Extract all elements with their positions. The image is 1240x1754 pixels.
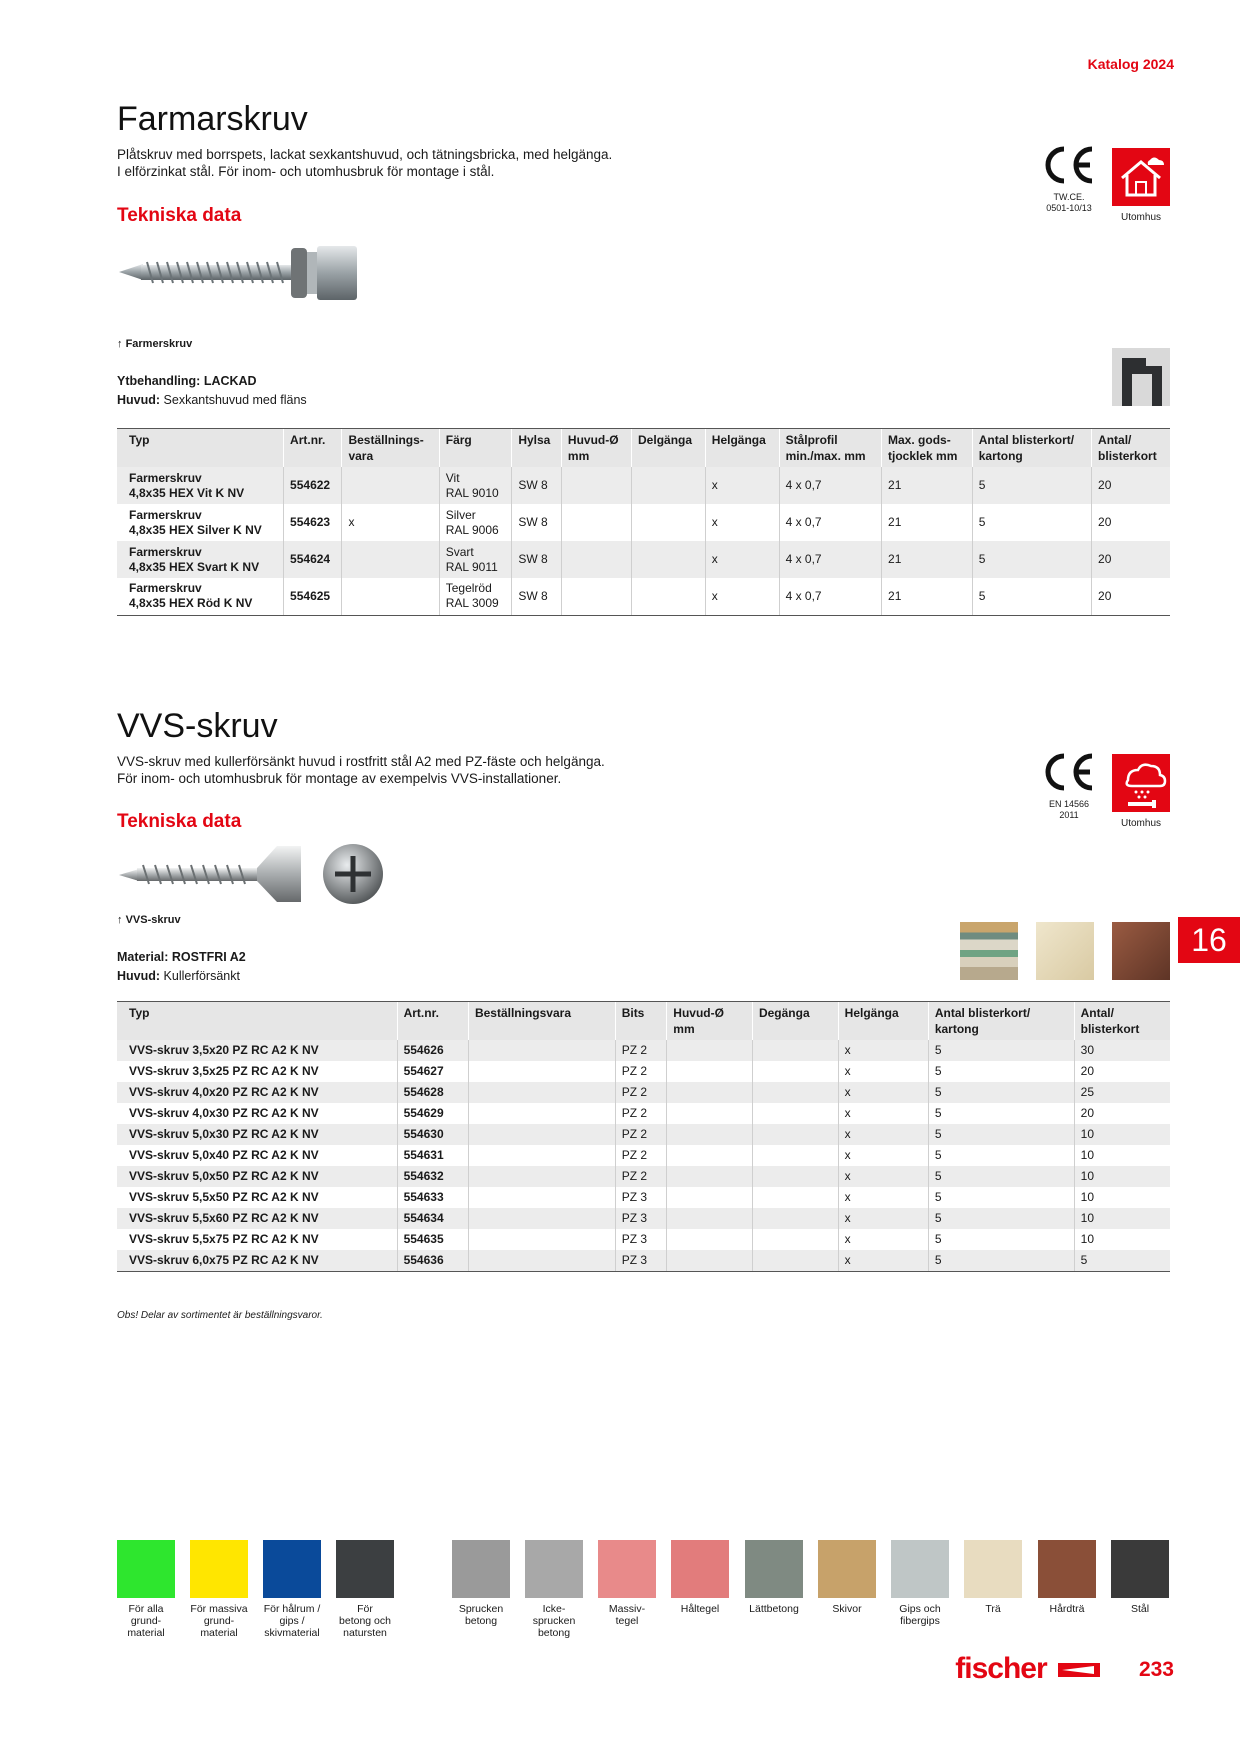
table-cell-hylsa: SW 8 <box>512 541 562 578</box>
table-cell-huvud <box>667 1166 753 1187</box>
table-cell-hylsa: SW 8 <box>512 467 562 504</box>
table-cell-typ: VVS-skruv 4,0x30 PZ RC A2 K NV <box>129 1106 319 1120</box>
legend-item <box>810 1540 884 1615</box>
table-cell-best <box>468 1082 615 1103</box>
table-row <box>117 1061 1170 1082</box>
legend-item <box>883 1540 957 1627</box>
legend-swatch <box>190 1540 248 1598</box>
tekniska-data-heading: Tekniska data <box>117 811 242 832</box>
table-cell-typ: Farmerskruv 4,8x35 HEX Svart K NV <box>117 541 284 578</box>
legend-label: Skivor <box>832 1603 862 1615</box>
legend-item <box>444 1540 518 1627</box>
section-description: Plåtskruv med borrspets, lackat sexkantshuvud, och tätningsbricka, med helgänga. I elförzinkat stål. För inom- och utomhusbruk för montage i stål. <box>117 147 613 179</box>
table-cell-art: 554634 <box>397 1208 468 1229</box>
table-cell-bits: PZ 2 <box>615 1040 667 1061</box>
ce-code: EN 14566 2011 <box>1048 799 1090 820</box>
table-cell-gods: 21 <box>882 578 973 615</box>
outdoor-badge <box>1112 148 1170 223</box>
table-cell-antal_b: 10 <box>1074 1229 1170 1250</box>
table-cell-huvud <box>667 1103 753 1124</box>
column-header: Delgänga <box>632 429 706 468</box>
table-cell-bits: PZ 2 <box>615 1103 667 1124</box>
table-row <box>117 1145 1170 1166</box>
table-cell-typ: VVS-skruv 5,5x75 PZ RC A2 K NV <box>129 1232 319 1246</box>
table-cell-antal_b: 20 <box>1092 504 1170 541</box>
table-cell-del <box>752 1208 838 1229</box>
table-cell-hel: x <box>705 578 779 615</box>
table-cell-huvud <box>561 504 631 541</box>
table-cell-del <box>752 1082 838 1103</box>
table-cell-antal_b: 25 <box>1074 1082 1170 1103</box>
table-cell-hylsa: SW 8 <box>512 578 562 615</box>
table-cell-art: 554631 <box>397 1145 468 1166</box>
legend-label: För alla grund- material <box>127 1603 165 1639</box>
table-cell-del <box>752 1250 838 1271</box>
column-header: Antal/ blisterkort <box>1074 1002 1170 1041</box>
table-cell-typ: VVS-skruv 3,5x25 PZ RC A2 K NV <box>129 1064 319 1078</box>
table-cell-antal_k: 5 <box>928 1166 1074 1187</box>
table-cell-del <box>632 541 706 578</box>
table-cell-antal_k: 5 <box>928 1145 1074 1166</box>
table-row <box>117 1250 1170 1271</box>
legend-label: Hårdträ <box>1049 1603 1085 1615</box>
legend-item <box>956 1540 1030 1615</box>
legend-item <box>1030 1540 1104 1615</box>
table-cell-del <box>632 578 706 615</box>
vvs-skruv-table <box>117 1001 1170 1272</box>
table-cell-bits: PZ 3 <box>615 1187 667 1208</box>
column-header: Huvud-Ø mm <box>667 1002 753 1041</box>
legend-item <box>255 1540 329 1639</box>
table-cell-best <box>468 1103 615 1124</box>
arrow-up-icon: ↑ <box>117 914 126 926</box>
table-cell-del <box>752 1187 838 1208</box>
section-description: VVS-skruv med kullerförsänkt huvud i rostfritt stål A2 med PZ-fäste och helgänga. För inom- och utomhusbruk för montage av exempelvis VVS-installationer. <box>117 754 605 786</box>
column-header: Antal blisterkort/ kartong <box>972 429 1091 468</box>
table-cell-typ: VVS-skruv 6,0x75 PZ RC A2 K NV <box>117 1250 397 1271</box>
table-cell-gods: 21 <box>882 467 973 504</box>
table-cell-huvud <box>667 1061 753 1082</box>
page-number: 233 <box>1138 1658 1174 1681</box>
table-cell-farg: Silver RAL 9006 <box>439 504 512 541</box>
table-cell-typ: Farmerskruv 4,8x35 HEX Röd K NV <box>117 578 284 615</box>
table-cell-del <box>632 467 706 504</box>
table-cell-huvud <box>667 1229 753 1250</box>
ce-code: TW.CE. 0501-10/13 <box>1046 192 1092 213</box>
table-cell-del <box>752 1103 838 1124</box>
table-cell-hel: x <box>705 467 779 504</box>
column-header: Antal/ blisterkort <box>1092 429 1170 468</box>
table-cell-typ: VVS-skruv 5,0x40 PZ RC A2 K NV <box>129 1148 319 1162</box>
table-cell-antal_b: 10 <box>1074 1124 1170 1145</box>
table-cell-antal_k: 5 <box>928 1187 1074 1208</box>
table-cell-huvud <box>561 541 631 578</box>
table-cell-antal_b: 5 <box>1074 1250 1170 1271</box>
legend-swatch <box>964 1540 1022 1598</box>
table-cell-hel: x <box>838 1250 928 1271</box>
table-cell-typ: VVS-skruv 5,5x60 PZ RC A2 K NV <box>117 1208 397 1229</box>
table-row <box>117 1166 1170 1187</box>
table-cell-typ: VVS-skruv 5,0x50 PZ RC A2 K NV <box>117 1166 397 1187</box>
legend-swatch <box>336 1540 394 1598</box>
column-header: Huvud-Ø mm <box>561 429 631 468</box>
table-cell-huvud <box>561 467 631 504</box>
table-cell-typ: VVS-skruv 4,0x20 PZ RC A2 K NV <box>117 1082 397 1103</box>
farmarskruv-caption: ↑ Farmerskruv <box>117 338 193 350</box>
table-cell-del <box>752 1145 838 1166</box>
table-cell-best <box>468 1061 615 1082</box>
table-cell-typ: VVS-skruv 3,5x20 PZ RC A2 K NV <box>117 1040 397 1061</box>
column-header: Färg <box>439 429 512 468</box>
farmarskruv-table <box>117 428 1170 616</box>
table-row <box>117 1082 1170 1103</box>
legend-item <box>517 1540 591 1639</box>
table-cell-antal_k: 5 <box>928 1124 1074 1145</box>
legend-item <box>663 1540 737 1615</box>
table-cell-antal_b: 20 <box>1092 578 1170 615</box>
table-cell-art: 554636 <box>397 1250 468 1271</box>
legend-label: Stål <box>1130 1603 1150 1615</box>
table-cell-hel: x <box>838 1208 928 1229</box>
table-cell-huvud <box>667 1187 753 1208</box>
catalog-label: Katalog 2024 <box>1087 56 1174 72</box>
steel-material-thumbnail <box>1112 348 1170 406</box>
table-cell-hel: x <box>838 1145 928 1166</box>
table-cell-antal_b: 10 <box>1074 1145 1170 1166</box>
table-cell-huvud <box>667 1040 753 1061</box>
table-cell-art: 554633 <box>397 1187 468 1208</box>
table-cell-art: 554623 <box>284 504 342 541</box>
column-header: Helgänga <box>838 1002 928 1041</box>
table-cell-antal_k: 5 <box>928 1082 1074 1103</box>
table-cell-best <box>342 467 439 504</box>
legend-label: Trä <box>985 1603 1001 1615</box>
tekniska-data-heading: Tekniska data <box>117 205 242 226</box>
table-cell-antal_k: 5 <box>928 1061 1074 1082</box>
table-cell-hel: x <box>838 1229 928 1250</box>
table-cell-del <box>752 1124 838 1145</box>
fischer-logo-mark <box>1058 1661 1100 1679</box>
table-cell-antal_b: 20 <box>1074 1103 1170 1124</box>
table-cell-best <box>468 1145 615 1166</box>
outdoor-rain-screw-icon <box>1112 754 1170 812</box>
table-cell-hel: x <box>838 1082 928 1103</box>
legend-item <box>737 1540 811 1615</box>
table-cell-antal_b: 20 <box>1092 541 1170 578</box>
ce-icon <box>1040 143 1098 187</box>
table-row <box>117 578 1170 615</box>
table-cell-best: x <box>342 504 439 541</box>
legend-item <box>109 1540 183 1639</box>
table-cell-antal_b: 20 <box>1074 1061 1170 1082</box>
column-header: Helgänga <box>705 429 779 468</box>
column-header: Typ <box>117 1002 397 1041</box>
table-cell-antal_b: 10 <box>1074 1166 1170 1187</box>
legend-item <box>590 1540 664 1627</box>
vvs-skruv-meta: Material: ROSTFRI A2 Huvud: Kullerförsänkt <box>117 950 246 983</box>
table-cell-typ: VVS-skruv 5,5x50 PZ RC A2 K NV <box>129 1190 319 1204</box>
table-cell-hel: x <box>838 1040 928 1061</box>
table-cell-hel: x <box>838 1166 928 1187</box>
ce-mark <box>1040 143 1098 214</box>
legend-label: Gips och fibergips <box>899 1603 941 1627</box>
table-cell-huvud <box>667 1208 753 1229</box>
legend-item <box>182 1540 256 1639</box>
table-cell-stal: 4 x 0,7 <box>779 504 881 541</box>
table-cell-art: 554635 <box>397 1229 468 1250</box>
legend-label: Massiv- tegel <box>608 1603 646 1627</box>
column-header: Antal blisterkort/ kartong <box>928 1002 1074 1041</box>
table-row <box>117 1040 1170 1061</box>
table-cell-antal_b: 30 <box>1074 1040 1170 1061</box>
legend-label: Håltegel <box>680 1603 720 1615</box>
table-cell-art: 554630 <box>397 1124 468 1145</box>
column-header: Degänga <box>752 1002 838 1041</box>
table-cell-antal_b: 10 <box>1074 1208 1170 1229</box>
table-cell-hel: x <box>838 1103 928 1124</box>
table-cell-del <box>752 1229 838 1250</box>
table-cell-antal_k: 5 <box>972 504 1091 541</box>
table-cell-hylsa: SW 8 <box>512 504 562 541</box>
table-row <box>117 1124 1170 1145</box>
legend-item <box>1103 1540 1177 1615</box>
column-header: Typ <box>117 429 284 468</box>
legend-label: Sprucken betong <box>458 1603 504 1627</box>
table-cell-best <box>468 1166 615 1187</box>
table-cell-gods: 21 <box>882 541 973 578</box>
table-cell-hel: x <box>838 1124 928 1145</box>
table-cell-hel: x <box>705 504 779 541</box>
table-cell-hel: x <box>838 1061 928 1082</box>
table-cell-best <box>468 1040 615 1061</box>
table-cell-art: 554627 <box>397 1061 468 1082</box>
legend-swatch <box>598 1540 656 1598</box>
table-cell-art: 554628 <box>397 1082 468 1103</box>
table-cell-best <box>468 1208 615 1229</box>
table-cell-antal_k: 5 <box>928 1103 1074 1124</box>
wood-material-thumbnail <box>1036 922 1094 980</box>
table-cell-antal_k: 5 <box>928 1040 1074 1061</box>
column-header: Art.nr. <box>284 429 342 468</box>
section-title-vvs-skruv: VVS-skruv <box>117 707 278 745</box>
table-cell-art: 554622 <box>284 467 342 504</box>
boards-material-thumbnail <box>960 922 1018 980</box>
table-row <box>117 541 1170 578</box>
table-row <box>117 1208 1170 1229</box>
farmarskruv-meta: Ytbehandling: LACKAD Huvud: Sexkantshuvud med fläns <box>117 374 307 407</box>
order-note: Obs! Delar av sortimentet är beställningsvaror. <box>117 1310 323 1321</box>
table-row <box>117 1103 1170 1124</box>
table-cell-hel: x <box>705 541 779 578</box>
table-cell-bits: PZ 2 <box>615 1082 667 1103</box>
table-cell-typ: Farmerskruv 4,8x35 HEX Vit K NV <box>117 467 284 504</box>
table-cell-del <box>752 1061 838 1082</box>
table-cell-antal_k: 5 <box>972 578 1091 615</box>
column-header: Hylsa <box>512 429 562 468</box>
ce-icon <box>1040 750 1098 794</box>
table-cell-typ: VVS-skruv 5,0x30 PZ RC A2 K NV <box>117 1124 397 1145</box>
table-cell-huvud <box>667 1145 753 1166</box>
table-row <box>117 1229 1170 1250</box>
table-cell-del <box>752 1040 838 1061</box>
table-cell-bits: PZ 2 <box>615 1061 667 1082</box>
table-cell-best <box>468 1124 615 1145</box>
fischer-logo: fischer <box>955 1652 1100 1686</box>
table-cell-best <box>342 541 439 578</box>
table-row <box>117 467 1170 504</box>
table-cell-stal: 4 x 0,7 <box>779 578 881 615</box>
table-cell-antal_k: 5 <box>928 1229 1074 1250</box>
table-cell-best <box>468 1229 615 1250</box>
table-cell-gods: 21 <box>882 504 973 541</box>
legend-swatch <box>1111 1540 1169 1598</box>
legend-label: Lättbetong <box>749 1603 799 1615</box>
table-cell-antal_k: 5 <box>972 541 1091 578</box>
vvs-skruv-product-image <box>117 840 387 906</box>
table-cell-best <box>468 1187 615 1208</box>
column-header: Stålprofil min./max. mm <box>779 429 881 468</box>
vvs-skruv-caption: ↑ VVS-skruv <box>117 914 181 926</box>
column-header: Beställnings- vara <box>342 429 439 468</box>
table-cell-typ: Farmerskruv 4,8x35 HEX Silver K NV <box>129 507 262 537</box>
table-cell-del <box>632 504 706 541</box>
legend-swatch <box>671 1540 729 1598</box>
table-cell-bits: PZ 2 <box>615 1124 667 1145</box>
legend-swatch <box>452 1540 510 1598</box>
table-cell-huvud <box>667 1250 753 1271</box>
table-cell-bits: PZ 2 <box>615 1166 667 1187</box>
legend-swatch <box>745 1540 803 1598</box>
outdoor-badge <box>1112 754 1170 829</box>
arrow-up-icon: ↑ <box>117 338 126 350</box>
outdoor-house-icon <box>1112 148 1170 206</box>
table-cell-art: 554626 <box>397 1040 468 1061</box>
table-cell-hel: x <box>838 1187 928 1208</box>
table-cell-antal_k: 5 <box>928 1250 1074 1271</box>
table-cell-best <box>342 578 439 615</box>
legend-label: För betong och natursten <box>339 1603 391 1639</box>
column-header: Max. gods- tjocklek mm <box>882 429 973 468</box>
column-header: Bits <box>615 1002 667 1041</box>
table-cell-antal_k: 5 <box>928 1208 1074 1229</box>
table-row <box>117 504 1170 541</box>
table-cell-farg: Tegelröd RAL 3009 <box>439 578 512 615</box>
table-cell-farg: Vit RAL 9010 <box>439 467 512 504</box>
legend-swatch <box>117 1540 175 1598</box>
table-cell-del <box>752 1166 838 1187</box>
table-cell-antal_b: 10 <box>1074 1187 1170 1208</box>
table-cell-bits: PZ 3 <box>615 1250 667 1271</box>
table-cell-best <box>468 1250 615 1271</box>
legend-label: För hålrum / gips / skivmaterial <box>263 1603 321 1639</box>
column-header: Art.nr. <box>397 1002 468 1041</box>
legend-swatch <box>891 1540 949 1598</box>
legend-label: Icke- sprucken betong <box>532 1603 576 1639</box>
table-cell-antal_k: 5 <box>972 467 1091 504</box>
legend-item <box>328 1540 402 1639</box>
table-cell-bits: PZ 3 <box>615 1229 667 1250</box>
table-cell-huvud <box>561 578 631 615</box>
legend-swatch <box>818 1540 876 1598</box>
table-cell-art: 554629 <box>397 1103 468 1124</box>
table-cell-bits: PZ 2 <box>615 1145 667 1166</box>
material-legend <box>0 1540 1240 1640</box>
legend-swatch <box>1038 1540 1096 1598</box>
legend-swatch <box>263 1540 321 1598</box>
table-cell-art: 554624 <box>284 541 342 578</box>
outdoor-label: Utomhus <box>1120 212 1161 223</box>
legend-label: För massiva grund- material <box>190 1603 248 1639</box>
table-cell-farg: Svart RAL 9011 <box>439 541 512 578</box>
farmarskruv-product-image <box>117 238 377 308</box>
legend-swatch <box>525 1540 583 1598</box>
table-cell-art: 554625 <box>284 578 342 615</box>
table-row <box>117 1187 1170 1208</box>
table-cell-art: 554632 <box>397 1166 468 1187</box>
table-cell-huvud <box>667 1124 753 1145</box>
ce-mark <box>1040 750 1098 821</box>
table-cell-stal: 4 x 0,7 <box>779 467 881 504</box>
table-cell-antal_b: 20 <box>1092 467 1170 504</box>
section-title-farmarskruv: Farmarskruv <box>117 100 308 138</box>
table-cell-bits: PZ 3 <box>615 1208 667 1229</box>
outdoor-label: Utomhus <box>1120 818 1161 829</box>
hardwood-material-thumbnail <box>1112 922 1170 980</box>
table-cell-huvud <box>667 1082 753 1103</box>
chapter-tab: 16 <box>1178 917 1240 963</box>
column-header: Beställningsvara <box>468 1002 615 1041</box>
table-cell-stal: 4 x 0,7 <box>779 541 881 578</box>
